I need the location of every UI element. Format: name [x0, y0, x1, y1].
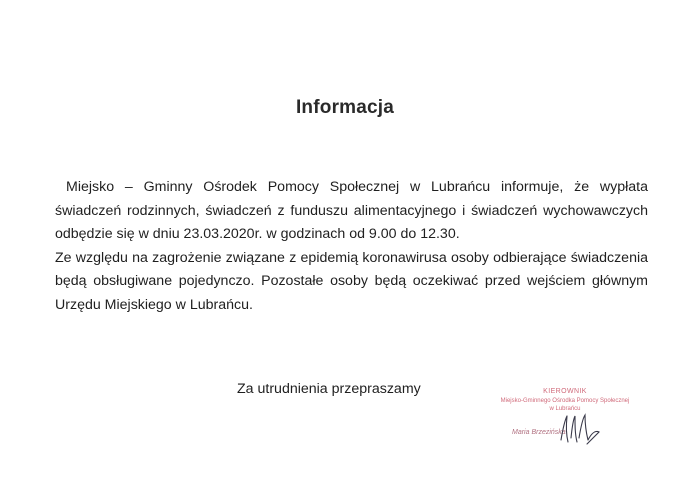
document-body — [55, 176, 648, 318]
stamp-location: w Lubrańcu — [549, 406, 581, 412]
handwritten-signature — [555, 410, 605, 450]
paragraph-epidemic-notice: Ze względu na zagrożenie związane z epidemią koronawirusa osoby odbierające świadczenia będą obsługiwane pojedynczo. Pozostałe osoby będą oczekiwać przed wejściem głównym Urzędu Miejskiego w Lubrańcu. — [55, 249, 648, 313]
document-title: Informacja — [295, 97, 395, 118]
paragraph-announcement: Miejsko – Gminny Ośrodek Pomocy Społecznej w Lubrańcu informuje, że wypłata świadczeń rodzinnych, świadczeń z funduszu alimentacyjnego i świadczeń wychowawczych odbędzie się w dniu 23.03.2020r. w godzinach od 9.00 do 12.30. — [55, 179, 648, 243]
closing-apology: Za utrudnienia przepraszamy — [237, 381, 421, 397]
stamp-name: Maria Brzezińska — [512, 429, 566, 436]
stamp-institution: Miejsko-Gminnego Ośrodka Pomocy Społecznej — [500, 398, 630, 404]
stamp-title: KIEROWNIK — [543, 388, 587, 395]
